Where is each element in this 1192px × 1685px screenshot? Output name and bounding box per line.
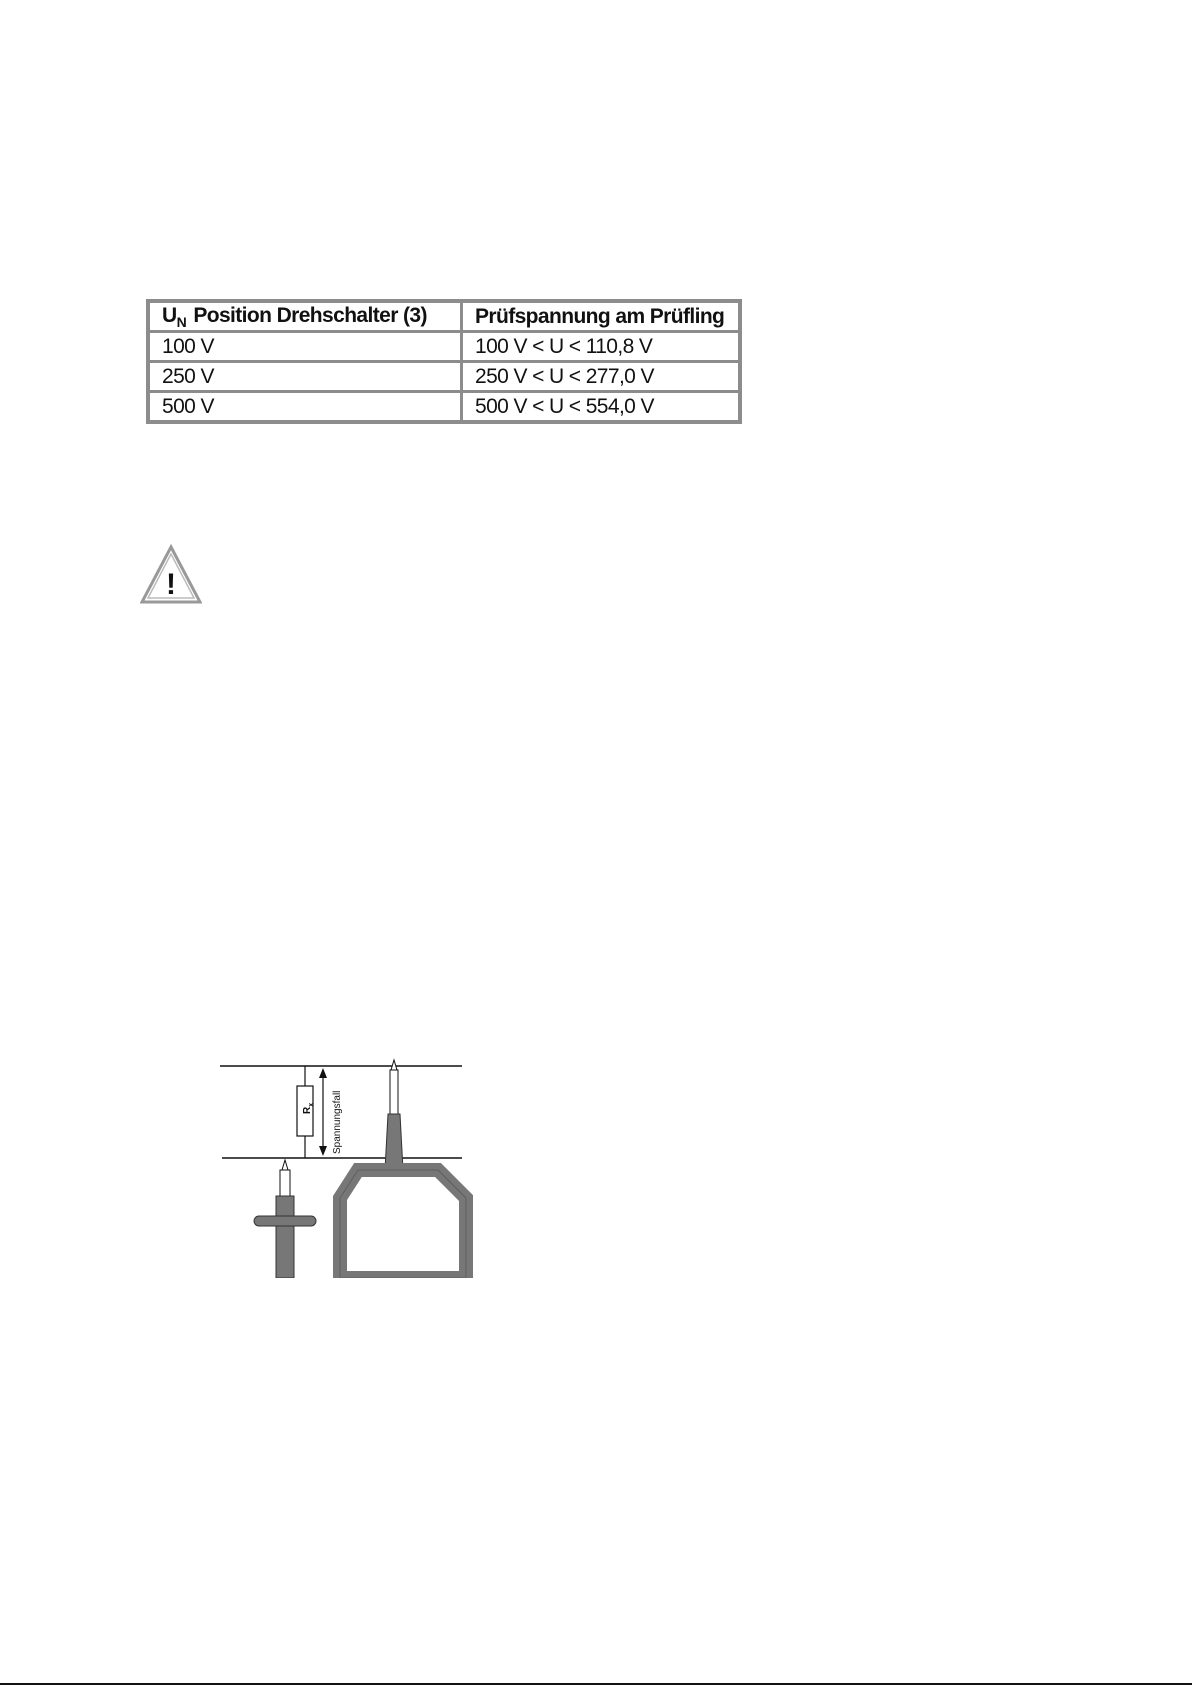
- table-row: [148, 332, 740, 362]
- upper-test-probe: [385, 1060, 403, 1170]
- table-header-row: [148, 301, 740, 332]
- warning-exclamation: !: [166, 568, 176, 601]
- table-row: [148, 392, 740, 423]
- header-u-subscript: N: [176, 313, 187, 330]
- header-test-voltage: Prüfspannung am Prüfling: [462, 301, 741, 332]
- position-cell: 100 V: [148, 332, 462, 362]
- test-voltage-table: [146, 299, 742, 424]
- left-test-probe: [254, 1160, 316, 1278]
- resistor-rx: [297, 1066, 315, 1158]
- octagon-probe-handle: [340, 1170, 466, 1278]
- range-cell: 500 V < U < 554,0 V: [462, 392, 741, 423]
- resistor-label: $R_x$: [302, 1102, 315, 1114]
- position-cell: 250 V: [148, 362, 462, 392]
- header-switch-position: [148, 301, 462, 332]
- voltage-drop-label: Spannungsfall: [332, 1090, 343, 1154]
- voltage-drop-arrow: [319, 1068, 327, 1156]
- range-cell: 250 V < U < 277,0 V: [462, 362, 741, 392]
- measurement-diagram: [210, 1056, 500, 1278]
- position-cell: 500 V: [148, 392, 462, 423]
- range-cell: 100 V < U < 110,8 V: [462, 332, 741, 362]
- header-u: U: [162, 303, 177, 327]
- warning-triangle-icon: [140, 544, 202, 606]
- table-row: [148, 362, 740, 392]
- header-position-text: Position Drehschalter (3): [188, 303, 427, 327]
